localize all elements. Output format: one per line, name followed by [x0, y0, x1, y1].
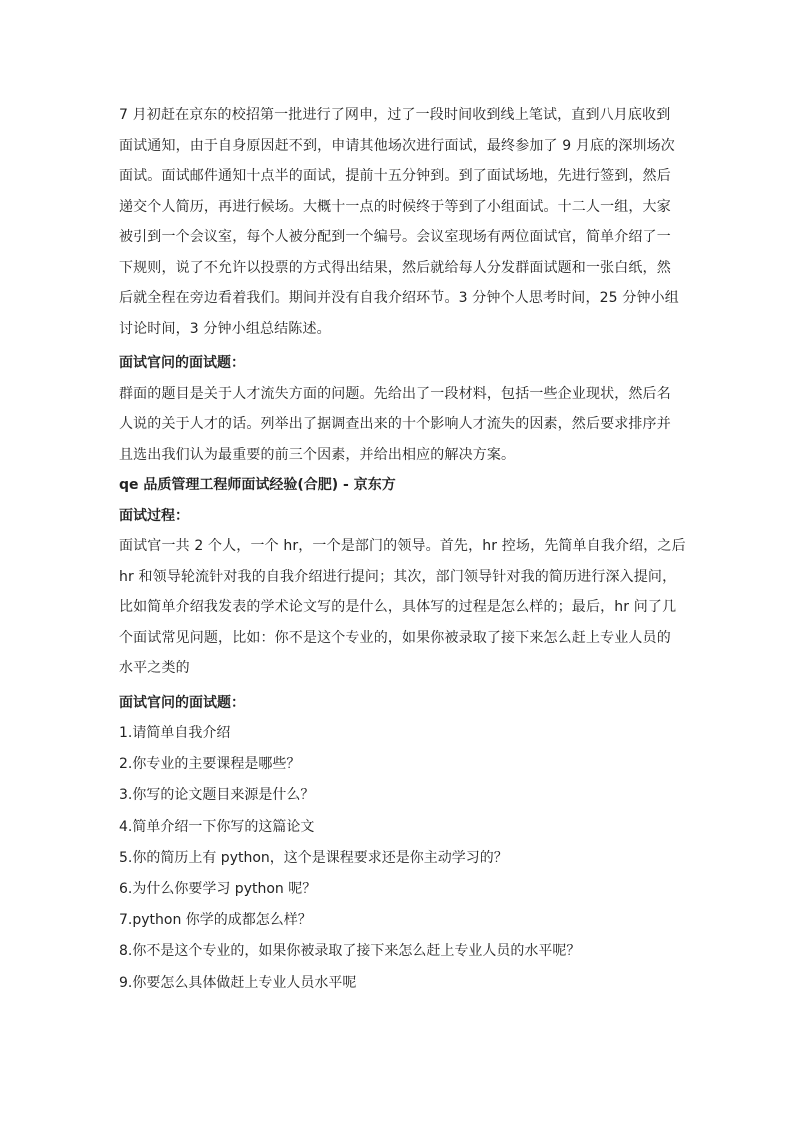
process-paragraph — [119, 531, 686, 684]
list-item: 1.请简单自我介绍 — [119, 725, 231, 741]
intro-line: 递交个人简历，再进行候场。大概十一点的时候终于等到了小组面试。十二人一组，大家 — [119, 198, 671, 215]
list-item: 2.你专业的主要课程是哪些？ — [119, 756, 301, 773]
process-line: 比如简单介绍我发表的学术论文写的是什么，具体写的过程是怎么样的；最后，hr 问了几 — [119, 599, 677, 615]
process-line: hr 和领导轮流针对我的自我介绍进行提问；其次，部门领导针对我的简历进行深入提问， — [119, 568, 677, 585]
group-interview-line: 且选出我们认为最重要的前三个因素，并给出相应的解决方案。 — [119, 446, 516, 463]
intro-line: 面试。面试邮件通知十点半的面试，提前十五分钟到。到了面试场地，先进行签到，然后 — [119, 168, 671, 184]
article-title: qe 品质管理工程师面试经验(合肥) - 京东方 — [119, 477, 396, 493]
list-item: 6.为什么你要学习 python 呢？ — [119, 881, 317, 898]
group-interview-paragraph — [119, 379, 679, 471]
document-content — [119, 100, 686, 999]
intro-paragraph — [119, 100, 679, 344]
list-item: 4.简单介绍一下你写的这篇论文 — [119, 818, 315, 835]
section-heading: 面试官问的面试题： — [119, 694, 245, 711]
intro-line: 被引到一个会议室，每个人被分配到一个编号。会议室现场有两位面试官，简单介绍了一 — [119, 229, 671, 245]
list-item: 7.python 你学的成都怎么样？ — [119, 912, 312, 929]
process-line: 水平之类的 — [119, 660, 190, 676]
group-interview-line: 群面的题目是关于人才流失方面的问题。先给出了一段材料，包括一些企业现状，然后名 — [119, 385, 671, 402]
list-item: 8.你不是这个专业的，如果你被录取了接下来怎么赶上专业人员的水平呢？ — [119, 943, 581, 960]
intro-line: 下规则，说了不允许以投票的方式得出结果，然后就给每人分发群面试题和一张白纸，然 — [119, 259, 671, 276]
intro-line: 7 月初赶在京东的校招第一批进行了网申，过了一段时间收到线上笔试，直到八月底收到 — [119, 107, 671, 123]
intro-line: 讨论时间，3 分钟小组总结陈述。 — [119, 320, 331, 337]
intro-line: 后就全程在旁边看着我们。期间并没有自我介绍环节。3 分钟个人思考时间，25 分钟小组 — [119, 290, 679, 306]
section-heading: 面试官问的面试题： — [119, 355, 245, 371]
section-heading: 面试过程： — [119, 507, 189, 524]
list-item: 9.你要怎么具体做赶上专业人员水平呢 — [119, 974, 357, 991]
intro-line: 面试通知，由于自身原因赶不到，申请其他场次进行面试，最终参加了 9 月底的深圳场次 — [119, 137, 675, 154]
list-item: 5.你的简历上有 python，这个是课程要求还是你主动学习的？ — [119, 849, 508, 866]
group-interview-line: 人说的关于人才的话。列举出了据调查出来的十个影响人才流失的因素，然后要求排序并 — [119, 416, 671, 432]
list-item: 3.你写的论文题目来源是什么？ — [119, 787, 315, 804]
question-list — [119, 718, 679, 999]
process-line: 个面试常见问题，比如：你不是这个专业的，如果你被录取了接下来怎么赶上专业人员的 — [119, 629, 671, 646]
process-line: 面试官一共 2 个人，一个 hr，一个是部门的领导。首先，hr 控场，先简单自我介绍，之后 — [119, 538, 686, 554]
